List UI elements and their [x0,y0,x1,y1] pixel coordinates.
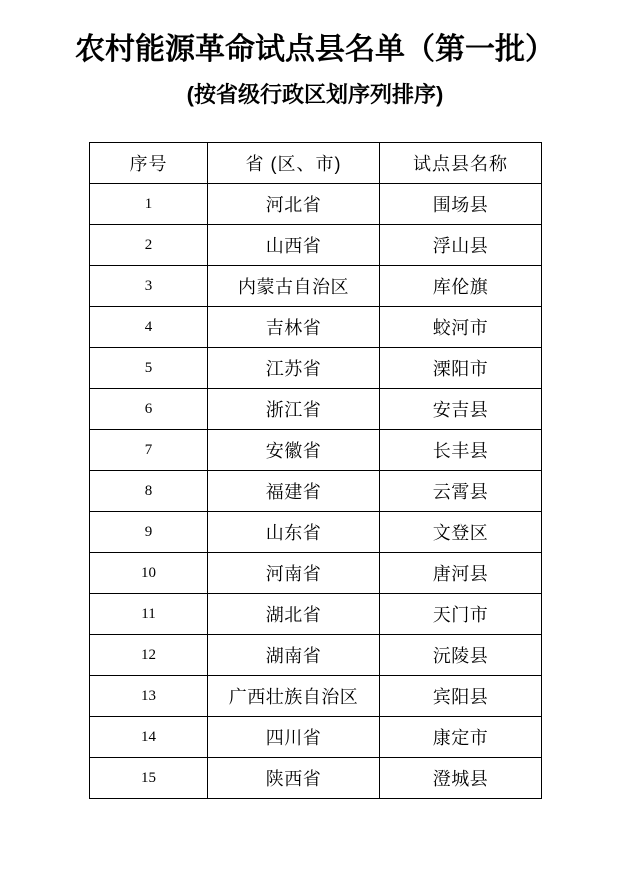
cell-province: 湖北省 [208,594,380,635]
cell-province: 吉林省 [208,307,380,348]
cell-county: 浮山县 [380,225,542,266]
cell-county: 唐河县 [380,553,542,594]
cell-province: 河北省 [208,184,380,225]
table-header-row [90,143,542,184]
table-row [90,676,542,717]
cell-county: 天门市 [380,594,542,635]
cell-province: 福建省 [208,471,380,512]
cell-county: 蛟河市 [380,307,542,348]
cell-index: 1 [90,184,208,225]
table-row [90,348,542,389]
cell-province: 湖南省 [208,635,380,676]
cell-county: 文登区 [380,512,542,553]
table-row [90,266,542,307]
cell-county: 康定市 [380,717,542,758]
table-row [90,307,542,348]
cell-index: 12 [90,635,208,676]
cell-index: 15 [90,758,208,799]
table-row [90,717,542,758]
table-row [90,225,542,266]
cell-county: 安吉县 [380,389,542,430]
pilot-county-table-container [89,142,541,799]
pilot-county-table [89,142,542,799]
cell-index: 13 [90,676,208,717]
table-row [90,430,542,471]
cell-province: 江苏省 [208,348,380,389]
cell-province: 广西壮族自治区 [208,676,380,717]
cell-county: 库伦旗 [380,266,542,307]
page-subtitle: (按省级行政区划序列排序) [186,82,444,107]
cell-county: 澄城县 [380,758,542,799]
column-header-county: 试点县名称 [380,143,542,184]
cell-index: 4 [90,307,208,348]
cell-province: 内蒙古自治区 [208,266,380,307]
table-row [90,635,542,676]
cell-index: 5 [90,348,208,389]
cell-province: 河南省 [208,553,380,594]
table-row [90,553,542,594]
cell-index: 7 [90,430,208,471]
cell-index: 10 [90,553,208,594]
cell-province: 山东省 [208,512,380,553]
page-title: 农村能源革命试点县名单（第一批） [75,33,555,66]
table-row [90,594,542,635]
cell-county: 围场县 [380,184,542,225]
cell-county: 溧阳市 [380,348,542,389]
cell-province: 陕西省 [208,758,380,799]
cell-index: 11 [90,594,208,635]
column-header-province: 省 (区、市) [208,143,380,184]
table-row [90,389,542,430]
cell-county: 宾阳县 [380,676,542,717]
cell-province: 四川省 [208,717,380,758]
cell-county: 云霄县 [380,471,542,512]
document-page [0,32,630,896]
cell-province: 山西省 [208,225,380,266]
cell-county: 沅陵县 [380,635,542,676]
cell-index: 14 [90,717,208,758]
cell-province: 安徽省 [208,430,380,471]
cell-index: 6 [90,389,208,430]
cell-index: 9 [90,512,208,553]
cell-index: 2 [90,225,208,266]
table-row [90,512,542,553]
cell-index: 8 [90,471,208,512]
column-header-index: 序号 [90,143,208,184]
cell-province: 浙江省 [208,389,380,430]
cell-county: 长丰县 [380,430,542,471]
table-row [90,471,542,512]
cell-index: 3 [90,266,208,307]
table-row [90,184,542,225]
table-row [90,758,542,799]
